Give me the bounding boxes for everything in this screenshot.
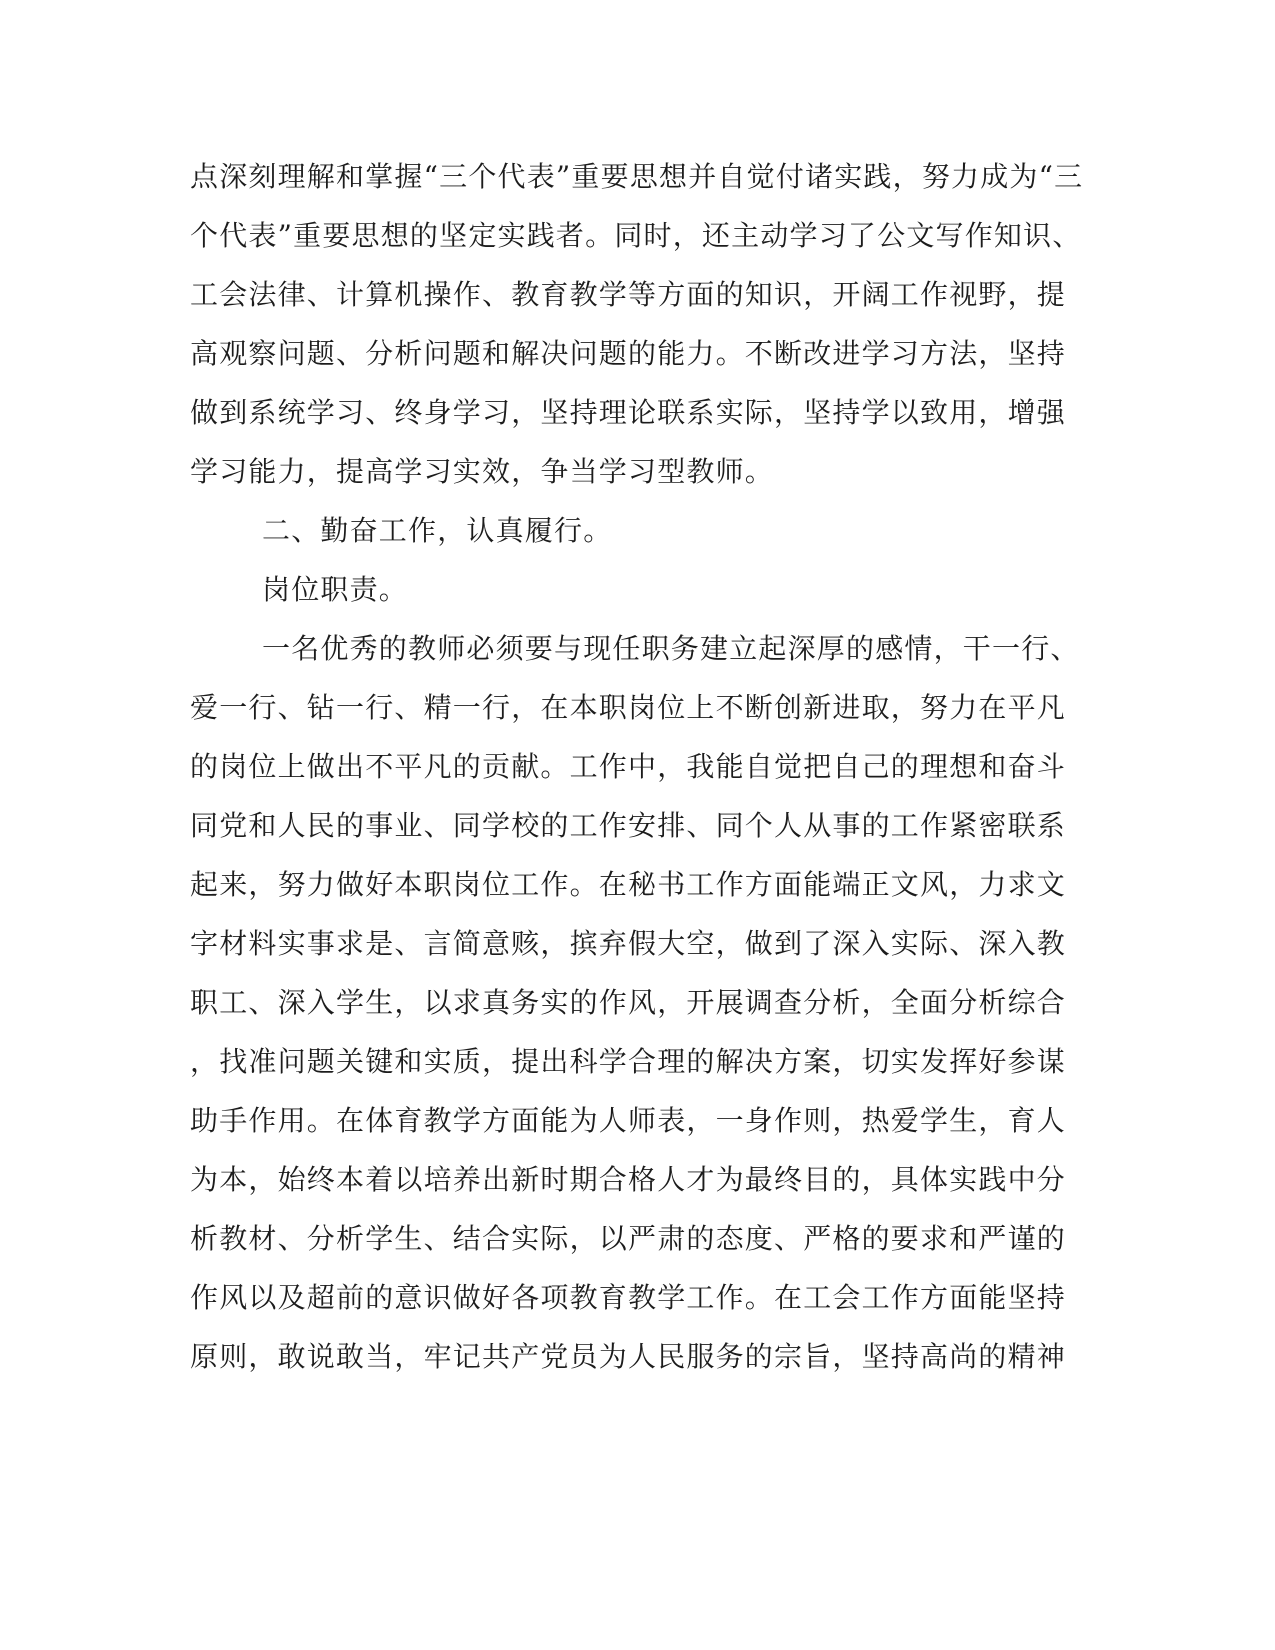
text-line: 助手作用。在体育教学方面能为人师表，一身作则，热爱学生，育人 bbox=[190, 1104, 1067, 1137]
text-line: 同党和人民的事业、同学校的工作安排、同个人从事的工作紧密联系 bbox=[190, 809, 1067, 842]
text-line: 原则，敢说敢当，牢记共产党员为人民服务的宗旨，坚持高尚的精神 bbox=[190, 1340, 1067, 1373]
text-line: 字材料实事求是、言简意赅，摈弃假大空，做到了深入实际、深入教 bbox=[190, 927, 1067, 960]
text-line: 点深刻理解和掌握“三个代表”重要思想并自觉付诸实践，努力成为“三 bbox=[190, 160, 1084, 193]
text-line: 职工、深入学生，以求真务实的作风，开展调查分析，全面分析综合 bbox=[190, 986, 1067, 1019]
text-line: 学习能力，提高学习实效，争当学习型教师。 bbox=[190, 455, 775, 488]
text-line: 为本，始终本着以培养出新时期合格人才为最终目的，具体实践中分 bbox=[190, 1163, 1067, 1196]
text-line: 高观察问题、分析问题和解决问题的能力。不断改进学习方法，坚持 bbox=[190, 337, 1067, 370]
text-line: 起来，努力做好本职岗位工作。在秘书工作方面能端正文风，力求文 bbox=[190, 868, 1067, 901]
text-line: 爱一行、钻一行、精一行，在本职岗位上不断创新进取，努力在平凡 bbox=[190, 691, 1067, 724]
text-line: 做到系统学习、终身学习，坚持理论联系实际，坚持学以致用，增强 bbox=[190, 396, 1067, 429]
text-line: 工会法律、计算机操作、教育教学等方面的知识，开阔工作视野，提 bbox=[190, 278, 1067, 311]
text-line: 作风以及超前的意识做好各项教育教学工作。在工会工作方面能坚持 bbox=[190, 1281, 1067, 1314]
text-line: 的岗位上做出不平凡的贡献。工作中，我能自觉把自己的理想和奋斗 bbox=[190, 750, 1067, 783]
text-line: 个代表”重要思想的坚定实践者。同时，还主动学习了公文写作知识、 bbox=[190, 219, 1082, 252]
paragraph-first-line: 一名优秀的教师必须要与现任职务建立起深厚的感情，干一行、 bbox=[262, 632, 1080, 665]
section-heading-continued: 岗位职责。 bbox=[262, 573, 409, 606]
text-line: ，找准问题关键和实质，提出科学合理的解决方案，切实发挥好参谋 bbox=[190, 1045, 1067, 1078]
text-line: 析教材、分析学生、结合实际，以严肃的态度、严格的要求和严谨的 bbox=[190, 1222, 1067, 1255]
section-heading: 二、勤奋工作，认真履行。 bbox=[262, 514, 613, 547]
